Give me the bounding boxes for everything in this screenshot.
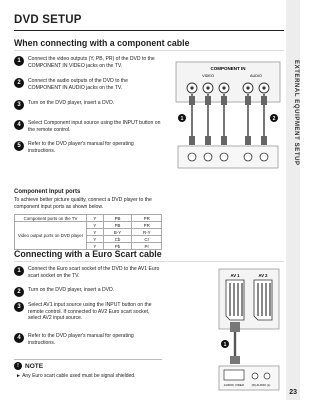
scart-connection-diagram: [218, 268, 280, 392]
marker-2: 2: [272, 116, 276, 122]
side-label: EXTERNAL EQUIPMENT SETUP: [293, 60, 299, 166]
table-cell: Y: [87, 222, 104, 229]
av1-label: AV 1: [230, 273, 240, 278]
table-cell: B-Y: [103, 229, 132, 236]
step-number: 2: [14, 78, 24, 88]
table-row-label: Video output ports on DVD player: [15, 222, 87, 250]
scart-step-2: [14, 287, 162, 297]
step-text: Connect the audio outputs of the DVD to the COMPONENT IN AUDIO jacks on the TV.: [28, 78, 128, 91]
page-title: DVD SETUP: [14, 14, 82, 26]
note-icon: !: [14, 362, 22, 370]
scart-plug-bottom: [230, 356, 240, 364]
note-title: NOTE: [25, 362, 44, 370]
component-connection-diagram: [168, 58, 286, 172]
component-heading-divider: [14, 50, 284, 51]
table-cell: Y: [87, 229, 104, 236]
step-text: Refer to the DVD player's manual for operating instructions.: [28, 333, 134, 346]
table-cell: R-Y: [132, 229, 162, 236]
scart-heading: Connecting with a Euro Scart cable: [14, 249, 162, 259]
ports-heading: Component Input ports: [14, 189, 81, 195]
av2-label: AV 2: [258, 273, 268, 278]
step-number: 4: [14, 333, 24, 343]
step-number: 1: [14, 56, 24, 66]
dvd-audio-video-label: AUDIO/ VIDEO: [223, 383, 245, 387]
audio-label: AUDIO: [249, 74, 263, 78]
note-text-content: Any Euro scart cable used must be signal shielded.: [22, 373, 136, 379]
table-cell: Pr: [132, 243, 162, 250]
audio-jack: [264, 373, 270, 379]
scart-step-4: [14, 333, 162, 346]
step-text: Refer to the DVD player's manual for operating instructions.: [28, 141, 134, 154]
table-cell: PR: [132, 215, 162, 222]
audio-jack: [252, 373, 258, 379]
table-cell: Y: [87, 215, 104, 222]
step-text: Turn on the DVD player, insert a DVD.: [28, 287, 115, 293]
step-text: Connect the video outputs (Y, PB, PR) of the DVD to the COMPONENT IN VIDEO jacks on the TV.: [28, 56, 155, 69]
table-cell: PR: [132, 222, 162, 229]
table-cell: Cb: [103, 236, 132, 243]
step-number: 3: [14, 100, 24, 110]
note-box: [14, 359, 162, 385]
component-step-3: [14, 100, 162, 110]
component-step-5: [14, 141, 162, 154]
step-number: 4: [14, 120, 24, 130]
table-cell: Y: [87, 236, 104, 243]
scart-plug-top: [230, 322, 240, 332]
component-heading: When connecting with a component cable: [14, 38, 190, 48]
note-heading: [14, 362, 43, 370]
video-label: VIDEO: [202, 74, 214, 78]
ports-description: To achieve better picture quality, connect a DVD player to the component input ports as shown below.: [14, 197, 152, 210]
note-text: ► Any Euro scart cable used must be signal shielded.: [16, 373, 136, 379]
step-number: 3: [14, 302, 24, 312]
component-step-1: [14, 56, 162, 69]
table-header-label: Component ports on the TV: [15, 215, 87, 222]
component-ports-table: [14, 214, 162, 250]
scart-step-3: [14, 302, 162, 322]
step-number: 5: [14, 141, 24, 151]
step-number: 1: [14, 266, 24, 276]
table-cell: Cr: [132, 236, 162, 243]
table-cell: Pb: [103, 243, 132, 250]
table-cell: Y: [87, 243, 104, 250]
dvd-scart-socket: [224, 370, 244, 380]
table-row: [15, 215, 162, 222]
table-cell: PB: [103, 215, 132, 222]
scart-marker-1: 1: [223, 342, 227, 348]
marker-1: 1: [180, 116, 184, 122]
page-number: 23: [289, 389, 297, 396]
table-row: [15, 222, 162, 229]
step-text: Select AV1 input source using the INPUT button on the remote control. If connected to AV2 Euro scart socket, select AV2 input source.: [28, 302, 152, 322]
component-in-label: COMPONENT IN: [210, 66, 246, 71]
step-text: Select Component input source using the INPUT button on the remote control.: [28, 120, 161, 133]
scart-step-1: [14, 266, 162, 279]
scart-heading-divider: [14, 261, 284, 262]
cable-plugs: [189, 96, 267, 145]
component-step-2: [14, 78, 162, 91]
component-step-4: [14, 120, 162, 133]
step-text: Turn on the DVD player, insert a DVD.: [28, 100, 115, 106]
table-cell: PB: [103, 222, 132, 229]
title-divider: [14, 30, 284, 31]
step-number: 2: [14, 287, 24, 297]
dvd-rgb-label: (R) AUDIO (L): [251, 383, 271, 387]
step-text: Connect the Euro scart socket of the DVD to the AV1 Euro scart socket on the TV.: [28, 266, 160, 279]
